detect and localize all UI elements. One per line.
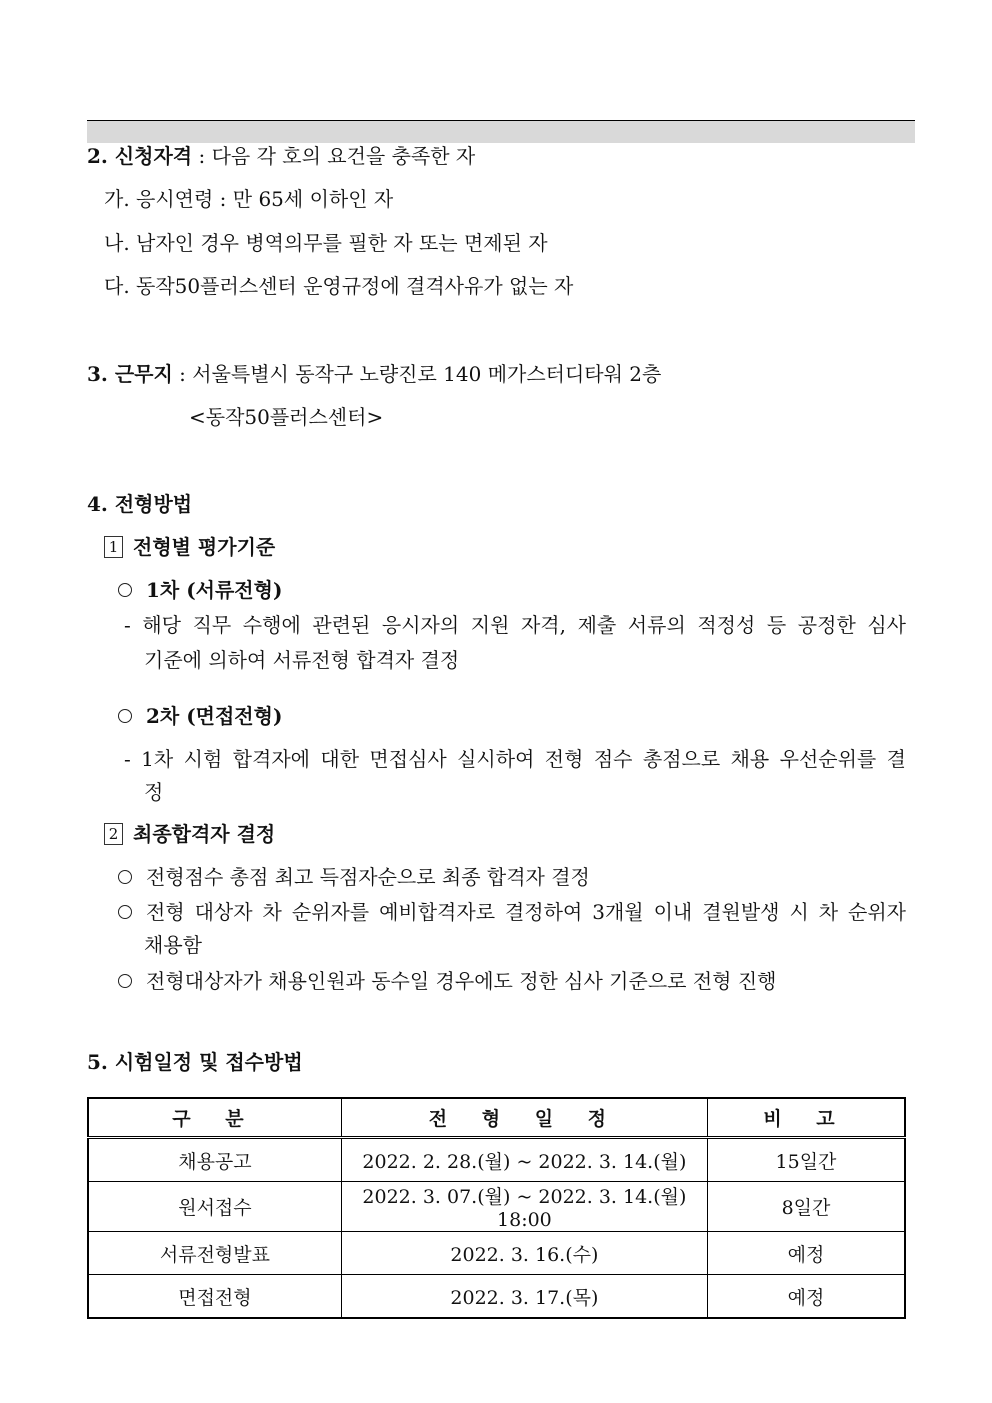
cell-category: 면접전형 xyxy=(88,1275,341,1319)
section-2-desc: : 다음 각 호의 요건을 충족한 자 xyxy=(192,144,476,168)
stage-2-title: 2차 (면접전형) xyxy=(146,704,283,728)
subsection-evaluation xyxy=(104,533,275,561)
cell-date: 2022. 2. 28.(월) ~ 2022. 3. 14.(월) xyxy=(341,1138,707,1182)
subsection-final xyxy=(104,820,275,848)
cell-note: 8일간 xyxy=(707,1182,905,1232)
cell-note: 예정 xyxy=(707,1232,905,1275)
table-row xyxy=(88,1138,905,1182)
workplace-name: <동작50플러스센터> xyxy=(189,405,384,429)
stage-2-heading xyxy=(118,702,282,730)
circle-bullet-icon xyxy=(118,583,132,597)
circle-bullet-icon xyxy=(118,870,132,884)
section-5-title: 5. 시험일정 및 접수방법 xyxy=(87,1050,303,1074)
table-row xyxy=(88,1232,905,1275)
header-bar xyxy=(87,120,915,143)
section-3-address: : 서울특별시 동작구 노량진로 140 메가스터디타워 2층 xyxy=(172,362,662,386)
cell-note: 15일간 xyxy=(707,1138,905,1182)
final-rule-3 xyxy=(118,967,776,995)
cell-date: 2022. 3. 16.(수) xyxy=(341,1232,707,1275)
box-number-2: 2 xyxy=(104,823,123,845)
qualification-item: 다. 동작50플러스센터 운영규정에 결격사유가 없는 자 xyxy=(104,274,574,298)
header-category: 구 분 xyxy=(88,1098,341,1138)
final-rule-1 xyxy=(118,863,590,891)
section-3-title: 3. 근무지 xyxy=(87,362,173,386)
section-3-heading xyxy=(87,360,661,388)
stage-2-desc-line2: 정 xyxy=(144,780,164,804)
cell-date: 2022. 3. 17.(목) xyxy=(341,1275,707,1319)
schedule-table xyxy=(87,1097,906,1319)
circle-bullet-icon xyxy=(118,709,132,723)
stage-1-title: 1차 (서류전형) xyxy=(146,578,283,602)
stage-1-desc-line1: - 해당 직무 수행에 관련된 응시자의 지원 자격, 제출 서류의 적정성 등 공정한 심사 xyxy=(124,613,906,637)
circle-bullet-icon xyxy=(118,974,132,988)
subsection-evaluation-label: 전형별 평가기준 xyxy=(133,535,276,559)
cell-category: 채용공고 xyxy=(88,1138,341,1182)
table-header-row xyxy=(88,1098,905,1138)
cell-date: 2022. 3. 07.(월) ~ 2022. 3. 14.(월) 18:00 xyxy=(341,1182,707,1232)
final-rule-1-text: 전형점수 총점 최고 득점자순으로 최종 합격자 결정 xyxy=(146,865,590,889)
stage-1-desc-line2: 기준에 의하여 서류전형 합격자 결정 xyxy=(144,648,460,672)
table-row xyxy=(88,1182,905,1232)
cell-category: 원서접수 xyxy=(88,1182,341,1232)
table-row xyxy=(88,1275,905,1319)
final-rule-2 xyxy=(118,898,906,926)
cell-note: 예정 xyxy=(707,1275,905,1319)
final-rule-2-text: 전형 대상자 차 순위자를 예비합격자로 결정하여 3개월 이내 결원발생 시 차 순위자 xyxy=(146,900,906,924)
final-rule-3-text: 전형대상자가 채용인원과 동수일 경우에도 정한 심사 기준으로 전형 진행 xyxy=(146,969,777,993)
header-schedule: 전 형 일 정 xyxy=(341,1098,707,1138)
stage-1-heading xyxy=(118,576,282,604)
subsection-final-label: 최종합격자 결정 xyxy=(133,822,276,846)
qualification-item: 나. 남자인 경우 병역의무를 필한 자 또는 면제된 자 xyxy=(104,231,548,255)
header-note: 비 고 xyxy=(707,1098,905,1138)
circle-bullet-icon xyxy=(118,905,132,919)
qualification-item: 가. 응시연령 : 만 65세 이하인 자 xyxy=(104,187,394,211)
box-number-1: 1 xyxy=(104,536,123,558)
stage-2-desc-line1: - 1차 시험 합격자에 대한 면접심사 실시하여 전형 점수 총점으로 채용 우선순위를 결 xyxy=(124,747,906,771)
final-rule-2-cont: 채용함 xyxy=(144,933,202,957)
section-2-title: 2. 신청자격 xyxy=(87,144,193,168)
section-4-title: 4. 전형방법 xyxy=(87,492,193,516)
section-2-heading xyxy=(87,142,475,170)
cell-category: 서류전형발표 xyxy=(88,1232,341,1275)
